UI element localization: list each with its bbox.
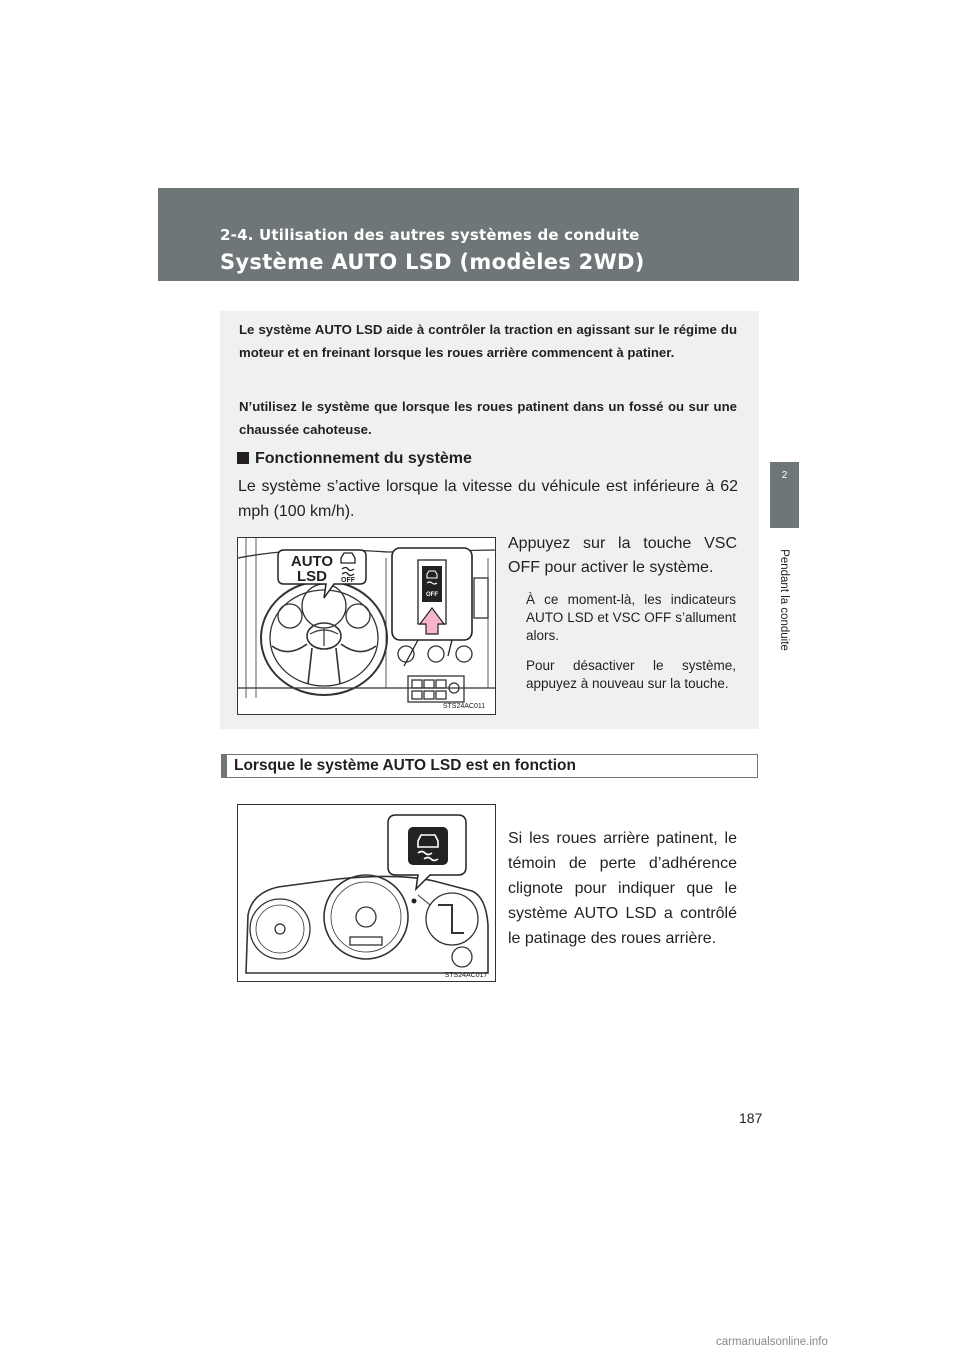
indicator-lsd-text: LSD <box>297 568 327 585</box>
section2-text: Si les roues arrière patinent, le témoin de perte d’adhérence clignote pour indiquer que le système AUTO LSD a contrôlé le patinage des roues arrière. <box>508 830 737 947</box>
operation-text: Le système s’active lorsque la vitesse du véhicule est inférieure à 62 mph (100 km/h). <box>238 478 738 520</box>
figure-code-2: STS24AC017 <box>444 972 488 979</box>
operation-heading <box>237 450 472 468</box>
indicator-auto-text: AUTO <box>290 553 334 570</box>
instrument-cluster-illustration <box>238 805 495 981</box>
page-title: Système AUTO LSD (modèles 2WD) <box>220 250 645 274</box>
section-heading-bar <box>221 754 758 778</box>
chapter-name: Pendant la conduite <box>778 549 790 651</box>
bullet-square-icon <box>237 452 249 464</box>
chapter-tab[interactable] <box>770 462 799 528</box>
button-off-text: OFF <box>426 592 438 598</box>
instruction-text: Appuyez sur la touche VSC OFF pour activer le système. <box>508 535 737 576</box>
note-indicators: À ce moment-là, les indicateurs AUTO LSD et VSC OFF s’allument alors. <box>526 592 736 643</box>
note-deactivate: Pour désactiver le système, appuyez à nouveau sur la touche. <box>526 658 736 691</box>
figure-code-1: STS24AC011 <box>442 703 486 710</box>
section-label: 2-4. Utilisation des autres systèmes de conduite <box>220 226 640 244</box>
intro-paragraph-1: Le système AUTO LSD aide à contrôler la traction en agissant sur le régime du moteur et en freinant lorsque les roues arrière commencent à patiner. <box>239 322 737 360</box>
chapter-header <box>158 188 799 281</box>
footer-watermark[interactable]: carmanualsonline.info <box>716 1336 828 1348</box>
section-heading: Lorsque le système AUTO LSD est en fonction <box>234 757 576 774</box>
info-box <box>220 311 759 729</box>
chapter-number: 2 <box>781 470 788 481</box>
figure-steering-wheel <box>237 537 496 715</box>
figure-instrument-cluster <box>237 804 496 982</box>
steering-wheel-illustration <box>238 538 495 714</box>
indicator-off-text: OFF <box>341 577 355 584</box>
intro-paragraph-2: N’utilisez le système que lorsque les roues patinent dans un fossé ou sur une chaussée cahoteuse. <box>239 399 737 437</box>
page-number: 187 <box>739 1110 763 1126</box>
operation-heading-text: Fonctionnement du système <box>255 450 472 467</box>
